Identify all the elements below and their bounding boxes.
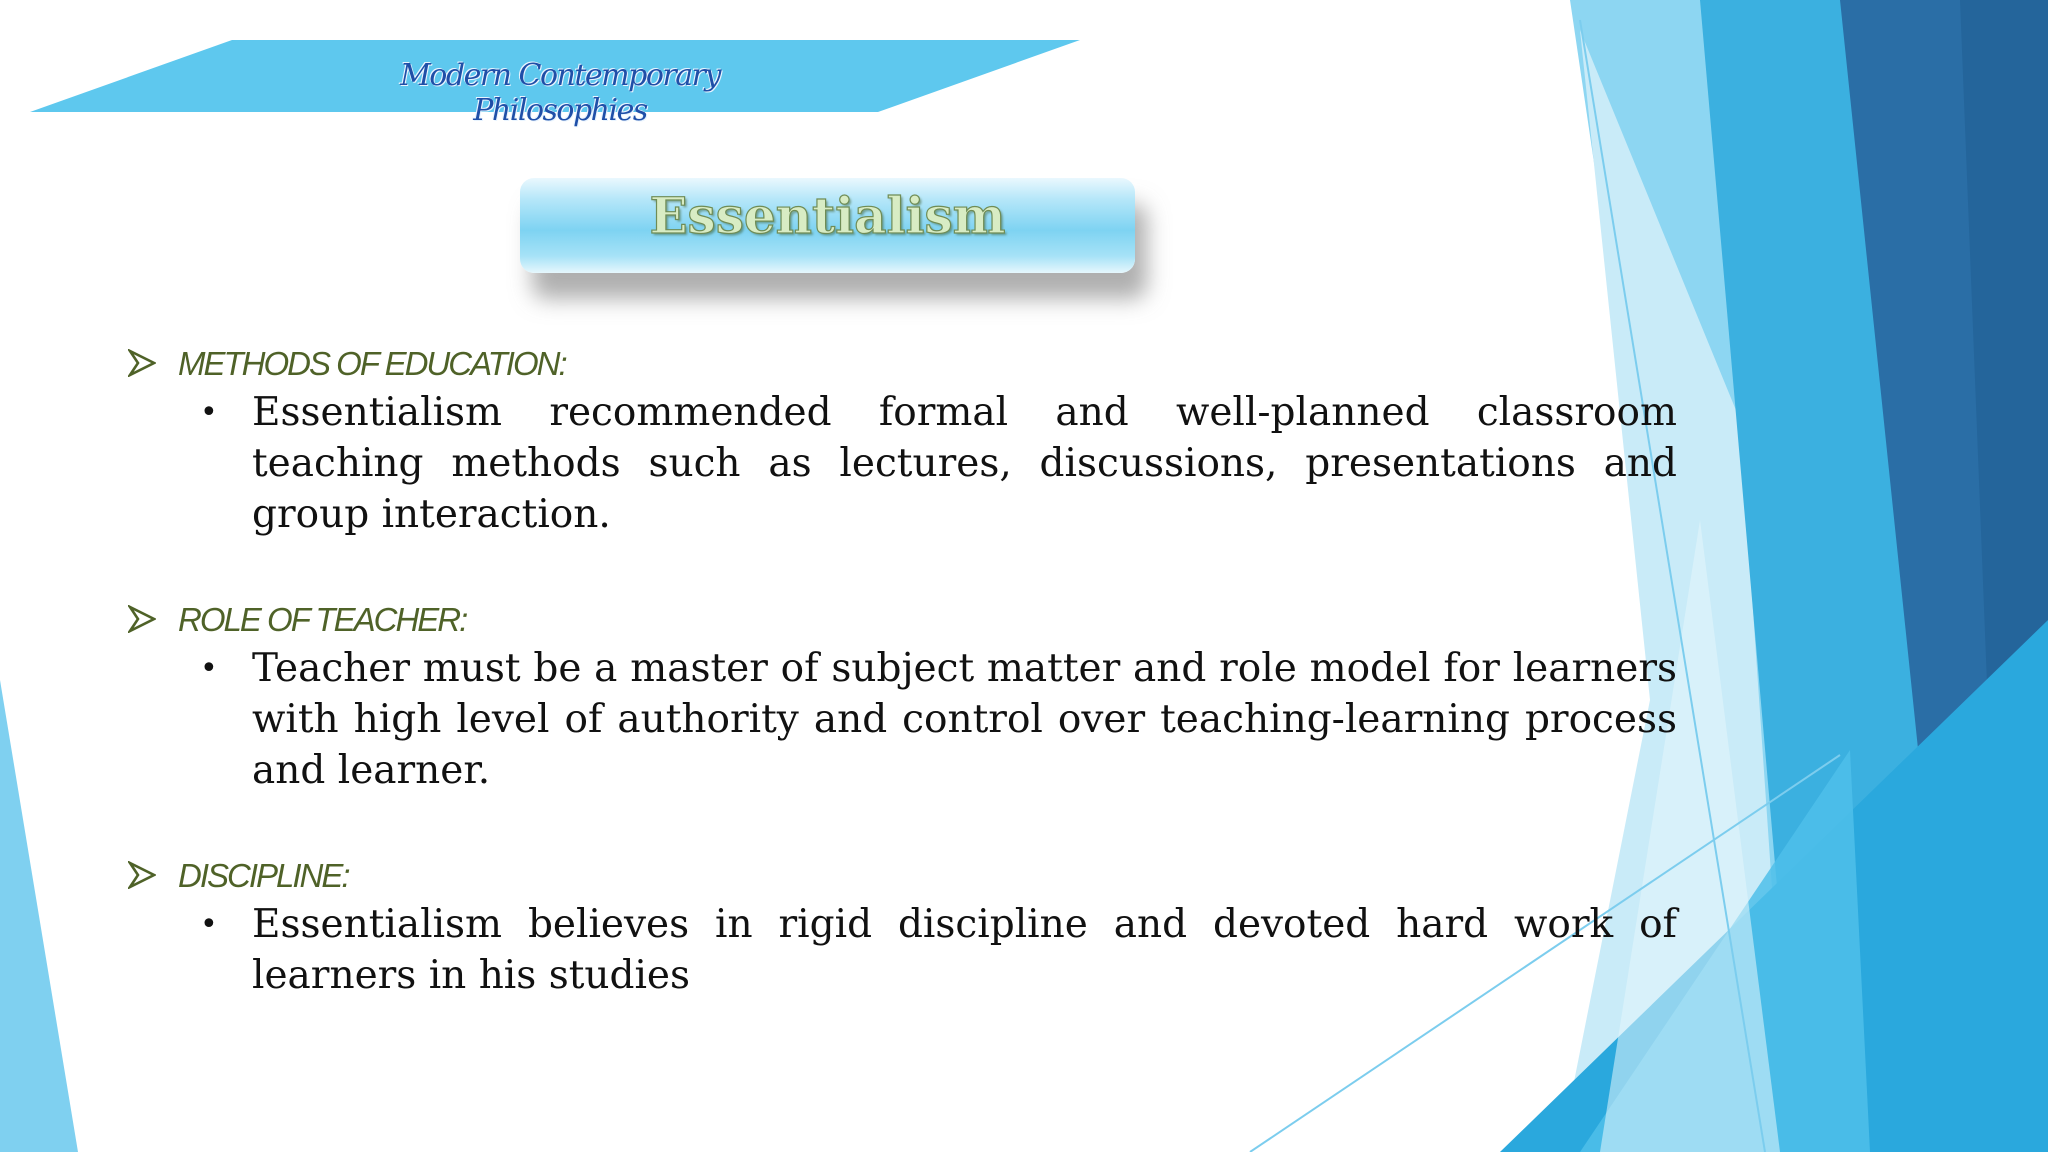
bullet-discipline [200, 899, 1677, 1001]
left-edge-wedge [0, 680, 78, 1152]
bullet-text: Essentialism believes in rigid discipline and devoted hard work of learners in his studies [252, 902, 1677, 998]
section-heading-label: DISCIPLINE: [178, 857, 349, 894]
bullet-methods [200, 387, 1677, 540]
slide-title: Essentialism [649, 186, 1006, 245]
bullet-text: Teacher must be a master of subject matter and role model for learners with high level of authority and control over teaching-learning process and learner. [252, 646, 1677, 793]
section-heading-label: ROLE OF TEACHER: [178, 601, 467, 638]
bullet-role [200, 643, 1677, 796]
arrow-bullet-icon [128, 605, 156, 633]
bullet-dot: • [200, 395, 218, 430]
bullet-dot: • [200, 651, 218, 686]
header-title: Modern Contemporary Philosophies [400, 58, 720, 128]
arrow-bullet-icon [128, 861, 156, 889]
section-heading-role [128, 601, 466, 639]
bullet-dot: • [200, 907, 218, 942]
section-heading-label: METHODS OF EDUCATION: [178, 345, 566, 382]
section-heading-methods [128, 345, 566, 383]
arrow-bullet-icon [128, 349, 156, 377]
section-heading-discipline [128, 857, 349, 895]
bullet-text: Essentialism recommended formal and well-planned classroom teaching methods such as lectures, discussions, presentations and group interaction. [252, 390, 1677, 537]
